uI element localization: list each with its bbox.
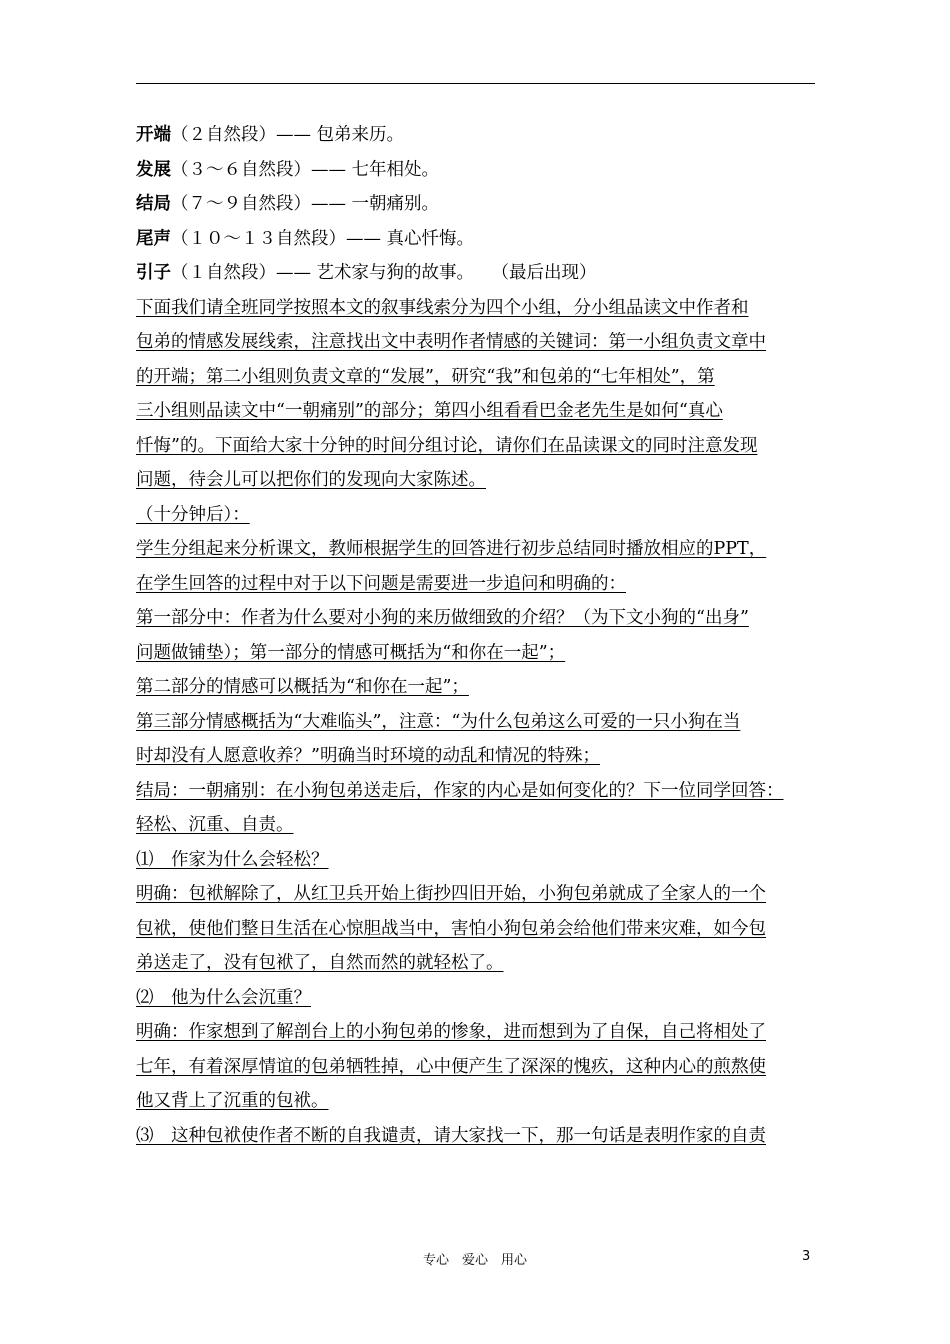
body-line: 包弟的情感发展线索，注意找出文中表明作者情感的关键词：第一小组负责文章中 (136, 332, 766, 352)
header-rule (136, 83, 815, 84)
body-line: 明确：包袱解除了，从红卫兵开始上街抄四旧开始，小狗包弟就成了全家人的一个 (136, 884, 766, 904)
outline-desc: （１０～１３自然段）—— 真心忏悔。 (171, 228, 475, 249)
page-content (136, 118, 826, 1153)
outline-desc: （２自然段）—— 包弟来历。 (171, 125, 405, 145)
body-line: 明确：作家想到了解剖台上的小狗包弟的惨象，进而想到为了自保，自己将相处了 (136, 1022, 766, 1042)
body-line: 他又背上了沉重的包袱。 (136, 1091, 329, 1111)
body-line: 第一部分中：作者为什么要对小狗的来历做细致的介绍？（为下文小狗的“出身” (136, 608, 749, 628)
outline-term: 发展 (136, 159, 171, 180)
outline-desc: （１自然段）—— 艺术家与狗的故事。 （最后出现） (171, 263, 597, 283)
body-line: ⑴ 作家为什么会轻松？ (136, 849, 329, 870)
outline-item (136, 256, 826, 291)
outline-term: 开端 (136, 125, 171, 145)
page-footer: 专心 爱心 用心 (422, 1253, 527, 1268)
outline-term: 结局 (136, 194, 171, 214)
body-line: 的开端；第二小组则负责文章的“发展”，研究“我”和包弟的“七年相处”，第 (136, 366, 715, 387)
body-line: 问题做铺垫）；第一部分的情感可概括为“和你在一起”； (136, 642, 566, 663)
body-line: 学生分组起来分析课文，教师根据学生的回答进行初步总结同时播放相应的PPT， (136, 539, 767, 559)
body-line: 第三部分情感概括为“大难临头”，注意：“为什么包弟这么可爱的一只小狗在当 (136, 711, 741, 732)
outline-item (136, 222, 826, 257)
outline-term: 引子 (136, 263, 171, 283)
body-line: 弟送走了，没有包袱了，自然而然的就轻松了。 (136, 953, 504, 973)
body-line: 在学生回答的过程中对于以下问题是需要进一步追问和明确的： (136, 573, 626, 594)
outline-desc: （７～９自然段）—— 一朝痛别。 (171, 194, 440, 214)
body-line: 七年，有着深厚情谊的包弟牺牲掉，心中便产生了深深的愧疚，这种内心的煎熬使 (136, 1056, 766, 1077)
body-line: 轻松、沉重、自责。 (136, 815, 294, 835)
body-line: （十分钟后）： (136, 504, 250, 525)
body-line: 时却没有人愿意收养？”明确当时环境的动乱和情况的特殊； (136, 746, 600, 766)
page-number: 3 (802, 1249, 811, 1264)
body-line: 三小组则品读文中“一朝痛别”的部分；第四小组看看巴金老先生是如何“真心 (136, 401, 723, 421)
body-line: ⑵ 他为什么会沉重？ (136, 987, 311, 1008)
outline-item (136, 118, 826, 153)
body-line: 包袱，使他们整日生活在心惊胆战当中，害怕小狗包弟会给他们带来灾难，如今包 (136, 918, 766, 939)
body-line: 第二部分的情感可以概括为“和你在一起”； (136, 677, 469, 697)
outline-item (136, 187, 826, 222)
body-line: ⑶ 这种包袱使作者不断的自我谴责，请大家找一下，那一句话是表明作家的自责 (136, 1125, 766, 1146)
body-line: 下面我们请全班同学按照本文的叙事线索分为四个小组，分小组品读文中作者和 (136, 297, 749, 318)
outline-term: 尾声 (136, 228, 171, 249)
body-line: 问题，待会儿可以把你们的发现向大家陈述。 (136, 470, 486, 490)
body-line: 结局：一朝痛别：在小狗包弟送走后，作家的内心是如何变化的？下一位同学回答： (136, 780, 784, 801)
body-line: 忏悔”的。下面给大家十分钟的时间分组讨论，请你们在品读课文的同时注意发现 (136, 435, 758, 456)
outline-desc: （３～６自然段）—— 七年相处。 (171, 159, 440, 180)
outline-item (136, 153, 826, 188)
